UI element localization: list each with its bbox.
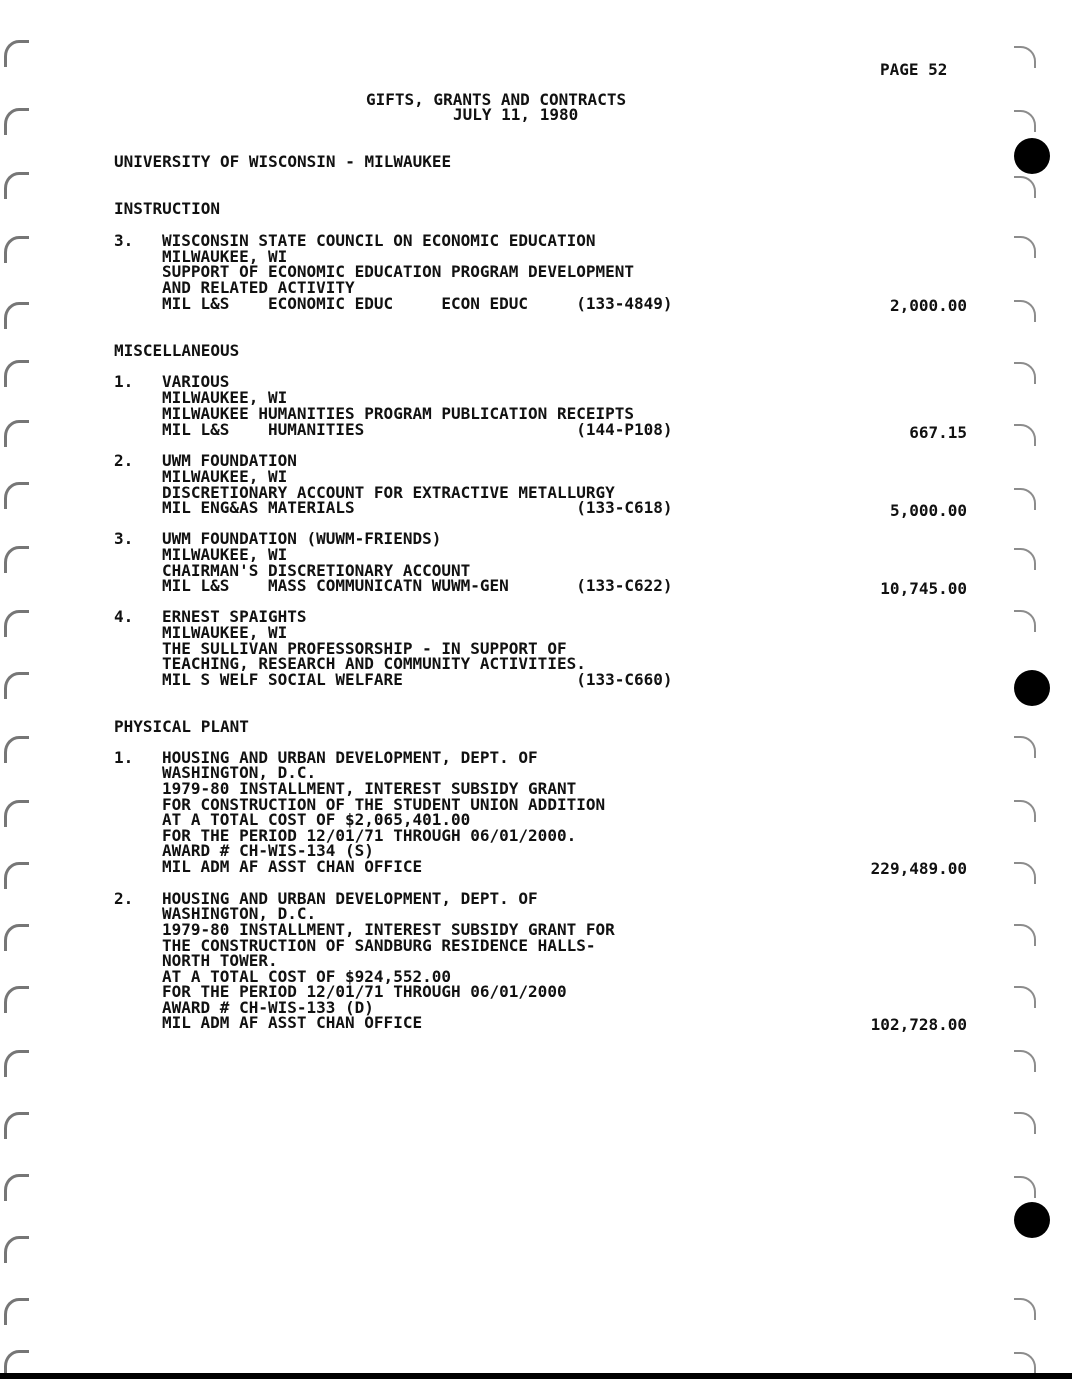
- document-title: GIFTS, GRANTS AND CONTRACTS: [366, 90, 627, 109]
- institution-name: UNIVERSITY OF WISCONSIN - MILWAUKEE: [114, 152, 452, 171]
- entry-amount: 667.15: [909, 423, 967, 442]
- entry-line: WISCONSIN STATE COUNCIL ON ECONOMIC EDUCATION: [162, 231, 596, 250]
- entry-line: DISCRETIONARY ACCOUNT FOR EXTRACTIVE METALLURGY: [162, 483, 615, 502]
- binder-hole-top: [1014, 138, 1050, 174]
- entry-number: 4.: [114, 607, 134, 626]
- entry-number: 3.: [114, 529, 134, 548]
- entry-line: THE SULLIVAN PROFESSORSHIP - IN SUPPORT OF: [162, 639, 567, 658]
- entry-amount: 102,728.00: [870, 1015, 967, 1034]
- section-heading-miscellaneous: MISCELLANEOUS: [114, 341, 240, 360]
- entry-line: MIL L&S MASS COMMUNICATN WUWM-GEN (133-C622): [162, 576, 673, 595]
- entry-number: 3.: [114, 231, 134, 250]
- entry-line: SUPPORT OF ECONOMIC EDUCATION PROGRAM DEVELOPMENT: [162, 262, 635, 281]
- entry-line: HOUSING AND URBAN DEVELOPMENT, DEPT. OF: [162, 889, 538, 908]
- entry-line: MIL L&S HUMANITIES (144-P108): [162, 420, 673, 439]
- entry-line: 1979-80 INSTALLMENT, INTEREST SUBSIDY GRANT FOR: [162, 920, 615, 939]
- entry-line: MILWAUKEE HUMANITIES PROGRAM PUBLICATION RECEIPTS: [162, 404, 635, 423]
- entry-line: CHAIRMAN'S DISCRETIONARY ACCOUNT: [162, 561, 471, 580]
- section-heading-physical-plant: PHYSICAL PLANT: [114, 717, 249, 736]
- entry-line: MILWAUKEE, WI: [162, 247, 288, 266]
- entry-line: FOR THE PERIOD 12/01/71 THROUGH 06/01/2000.: [162, 826, 577, 845]
- entry-line: MIL L&S ECONOMIC EDUC ECON EDUC (133-4849): [162, 294, 673, 313]
- entry-line: MILWAUKEE, WI: [162, 623, 288, 642]
- entry-line: WASHINGTON, D.C.: [162, 904, 317, 923]
- entry-line: 1979-80 INSTALLMENT, INTEREST SUBSIDY GRANT: [162, 779, 577, 798]
- entry-line: UWM FOUNDATION: [162, 451, 297, 470]
- entry-amount: 10,745.00: [880, 579, 967, 598]
- entry-number: 1.: [114, 372, 134, 391]
- entry-line: VARIOUS: [162, 372, 230, 391]
- entry-amount: 2,000.00: [889, 296, 967, 315]
- entry-line: HOUSING AND URBAN DEVELOPMENT, DEPT. OF: [162, 748, 538, 767]
- page-number: PAGE 52: [880, 60, 948, 79]
- entry-line: AWARD # CH-WIS-134 (S): [162, 841, 374, 860]
- section-heading-instruction: INSTRUCTION: [114, 199, 220, 218]
- entry-line: NORTH TOWER.: [162, 951, 278, 970]
- entry-line: UWM FOUNDATION (WUWM-FRIENDS): [162, 529, 442, 548]
- entry-number: 1.: [114, 748, 134, 767]
- entry-line: AWARD # CH-WIS-133 (D): [162, 998, 374, 1017]
- entry-line: FOR CONSTRUCTION OF THE STUDENT UNION ADDITION: [162, 795, 606, 814]
- binder-hole-middle: [1014, 670, 1050, 706]
- binder-hole-bottom: [1014, 1202, 1050, 1238]
- entry-line: MILWAUKEE, WI: [162, 545, 288, 564]
- entry-line: THE CONSTRUCTION OF SANDBURG RESIDENCE HALLS-: [162, 936, 596, 955]
- document-date: JULY 11, 1980: [453, 105, 579, 124]
- entry-line: WASHINGTON, D.C.: [162, 763, 317, 782]
- entry-line: MILWAUKEE, WI: [162, 467, 288, 486]
- entry-line: TEACHING, RESEARCH AND COMMUNITY ACTIVITIES.: [162, 654, 586, 673]
- entry-line: MIL S WELF SOCIAL WELFARE (133-C660): [162, 670, 673, 689]
- entry-line: AT A TOTAL COST OF $2,065,401.00: [162, 810, 471, 829]
- entry-line: AT A TOTAL COST OF $924,552.00: [162, 967, 451, 986]
- entry-line: FOR THE PERIOD 12/01/71 THROUGH 06/01/2000: [162, 982, 567, 1001]
- entry-amount: 229,489.00: [870, 859, 967, 878]
- entry-number: 2.: [114, 451, 134, 470]
- entry-line: MIL ENG&AS MATERIALS (133-C618): [162, 498, 673, 517]
- entry-line: AND RELATED ACTIVITY: [162, 278, 355, 297]
- scan-bottom-edge: [0, 1373, 1072, 1379]
- entry-number: 2.: [114, 889, 134, 908]
- entry-line: MIL ADM AF ASST CHAN OFFICE: [162, 857, 423, 876]
- entry-amount: 5,000.00: [889, 501, 967, 520]
- entry-line: MIL ADM AF ASST CHAN OFFICE: [162, 1013, 423, 1032]
- entry-line: MILWAUKEE, WI: [162, 388, 288, 407]
- entry-line: ERNEST SPAIGHTS: [162, 607, 307, 626]
